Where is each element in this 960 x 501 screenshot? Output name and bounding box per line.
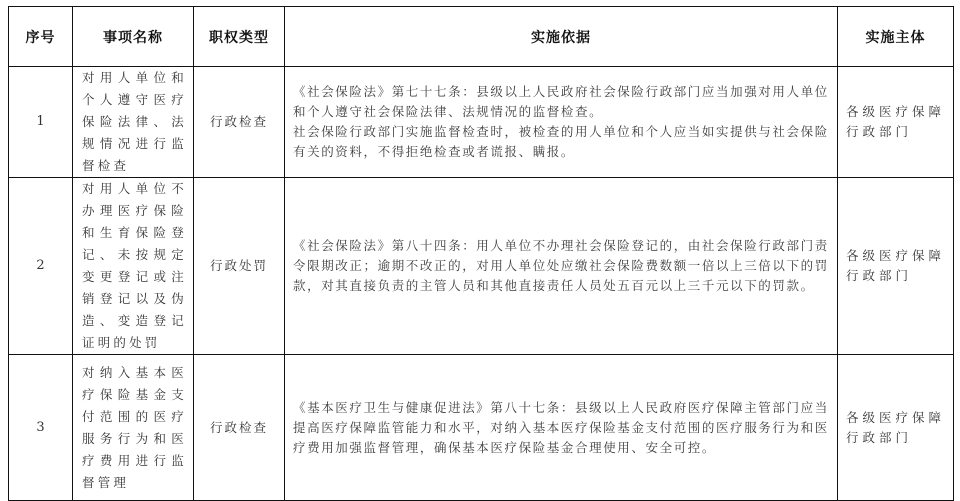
row-number: 1 — [9, 67, 73, 178]
authority-type: 行政检查 — [194, 355, 285, 501]
legal-basis-paragraph: 社会保险行政部门实施监督检查时，被检查的用人单位和个人应当如实提供与社会保险有关的资料，不得拒绝检查或者谎报、瞒报。 — [293, 124, 829, 159]
legal-basis-paragraph: 《基本医疗卫生与健康促进法》第八十七条：县级以上人民政府医疗保障主管部门应当提高医疗保障监管能力和水平，对纳入基本医疗保险基金支付范围的医疗服务行为和医疗费用加强监督管理，确保基本医疗保险基金合理使用、安全可控。 — [293, 399, 829, 455]
legal-basis — [285, 355, 838, 501]
authority-type: 行政检查 — [194, 67, 285, 178]
legal-basis-paragraph: 《社会保险法》第七十七条：县级以上人民政府社会保险行政部门应当加强对用人单位和个人遵守社会保险法律、法规情况的监督检查。 — [293, 84, 829, 119]
item-name: 对纳入基本医疗保险基金支付范围的医疗服务行为和医疗费用进行监督管理 — [73, 355, 194, 501]
item-name: 对用人单位不办理医疗保险和生育保险登记、未按规定变更登记或注销登记以及伪造、变造登记证明的处罚 — [73, 178, 194, 355]
header-number: 序号 — [9, 7, 73, 67]
regulatory-items-table — [8, 6, 954, 501]
implementing-body: 各级医疗保障行政部门 — [838, 67, 954, 178]
row-number: 3 — [9, 355, 73, 501]
legal-basis — [285, 178, 838, 355]
row-number: 2 — [9, 178, 73, 355]
table-row — [9, 178, 954, 355]
header-implementing-body: 实施主体 — [838, 7, 954, 67]
table-row — [9, 355, 954, 501]
legal-basis-paragraph: 《社会保险法》第八十四条：用人单位不办理社会保险登记的，由社会保险行政部门责令限期改正；逾期不改正的，对用人单位处应缴社会保险费数额一倍以上三倍以下的罚款，对其直接负责的主管人员和其他直接责任人员处五百元以上三千元以下的罚款。 — [293, 238, 829, 293]
header-item-name: 事项名称 — [73, 7, 194, 67]
implementing-body: 各级医疗保障行政部门 — [838, 178, 954, 355]
header-row — [9, 7, 954, 67]
authority-type: 行政处罚 — [194, 178, 285, 355]
implementing-body: 各级医疗保障行政部门 — [838, 355, 954, 501]
header-legal-basis: 实施依据 — [285, 7, 838, 67]
header-authority-type: 职权类型 — [194, 7, 285, 67]
item-name: 对用人单位和个人遵守医疗保险法律、法规情况进行监督检查 — [73, 67, 194, 178]
legal-basis — [285, 67, 838, 178]
table-row — [9, 67, 954, 178]
